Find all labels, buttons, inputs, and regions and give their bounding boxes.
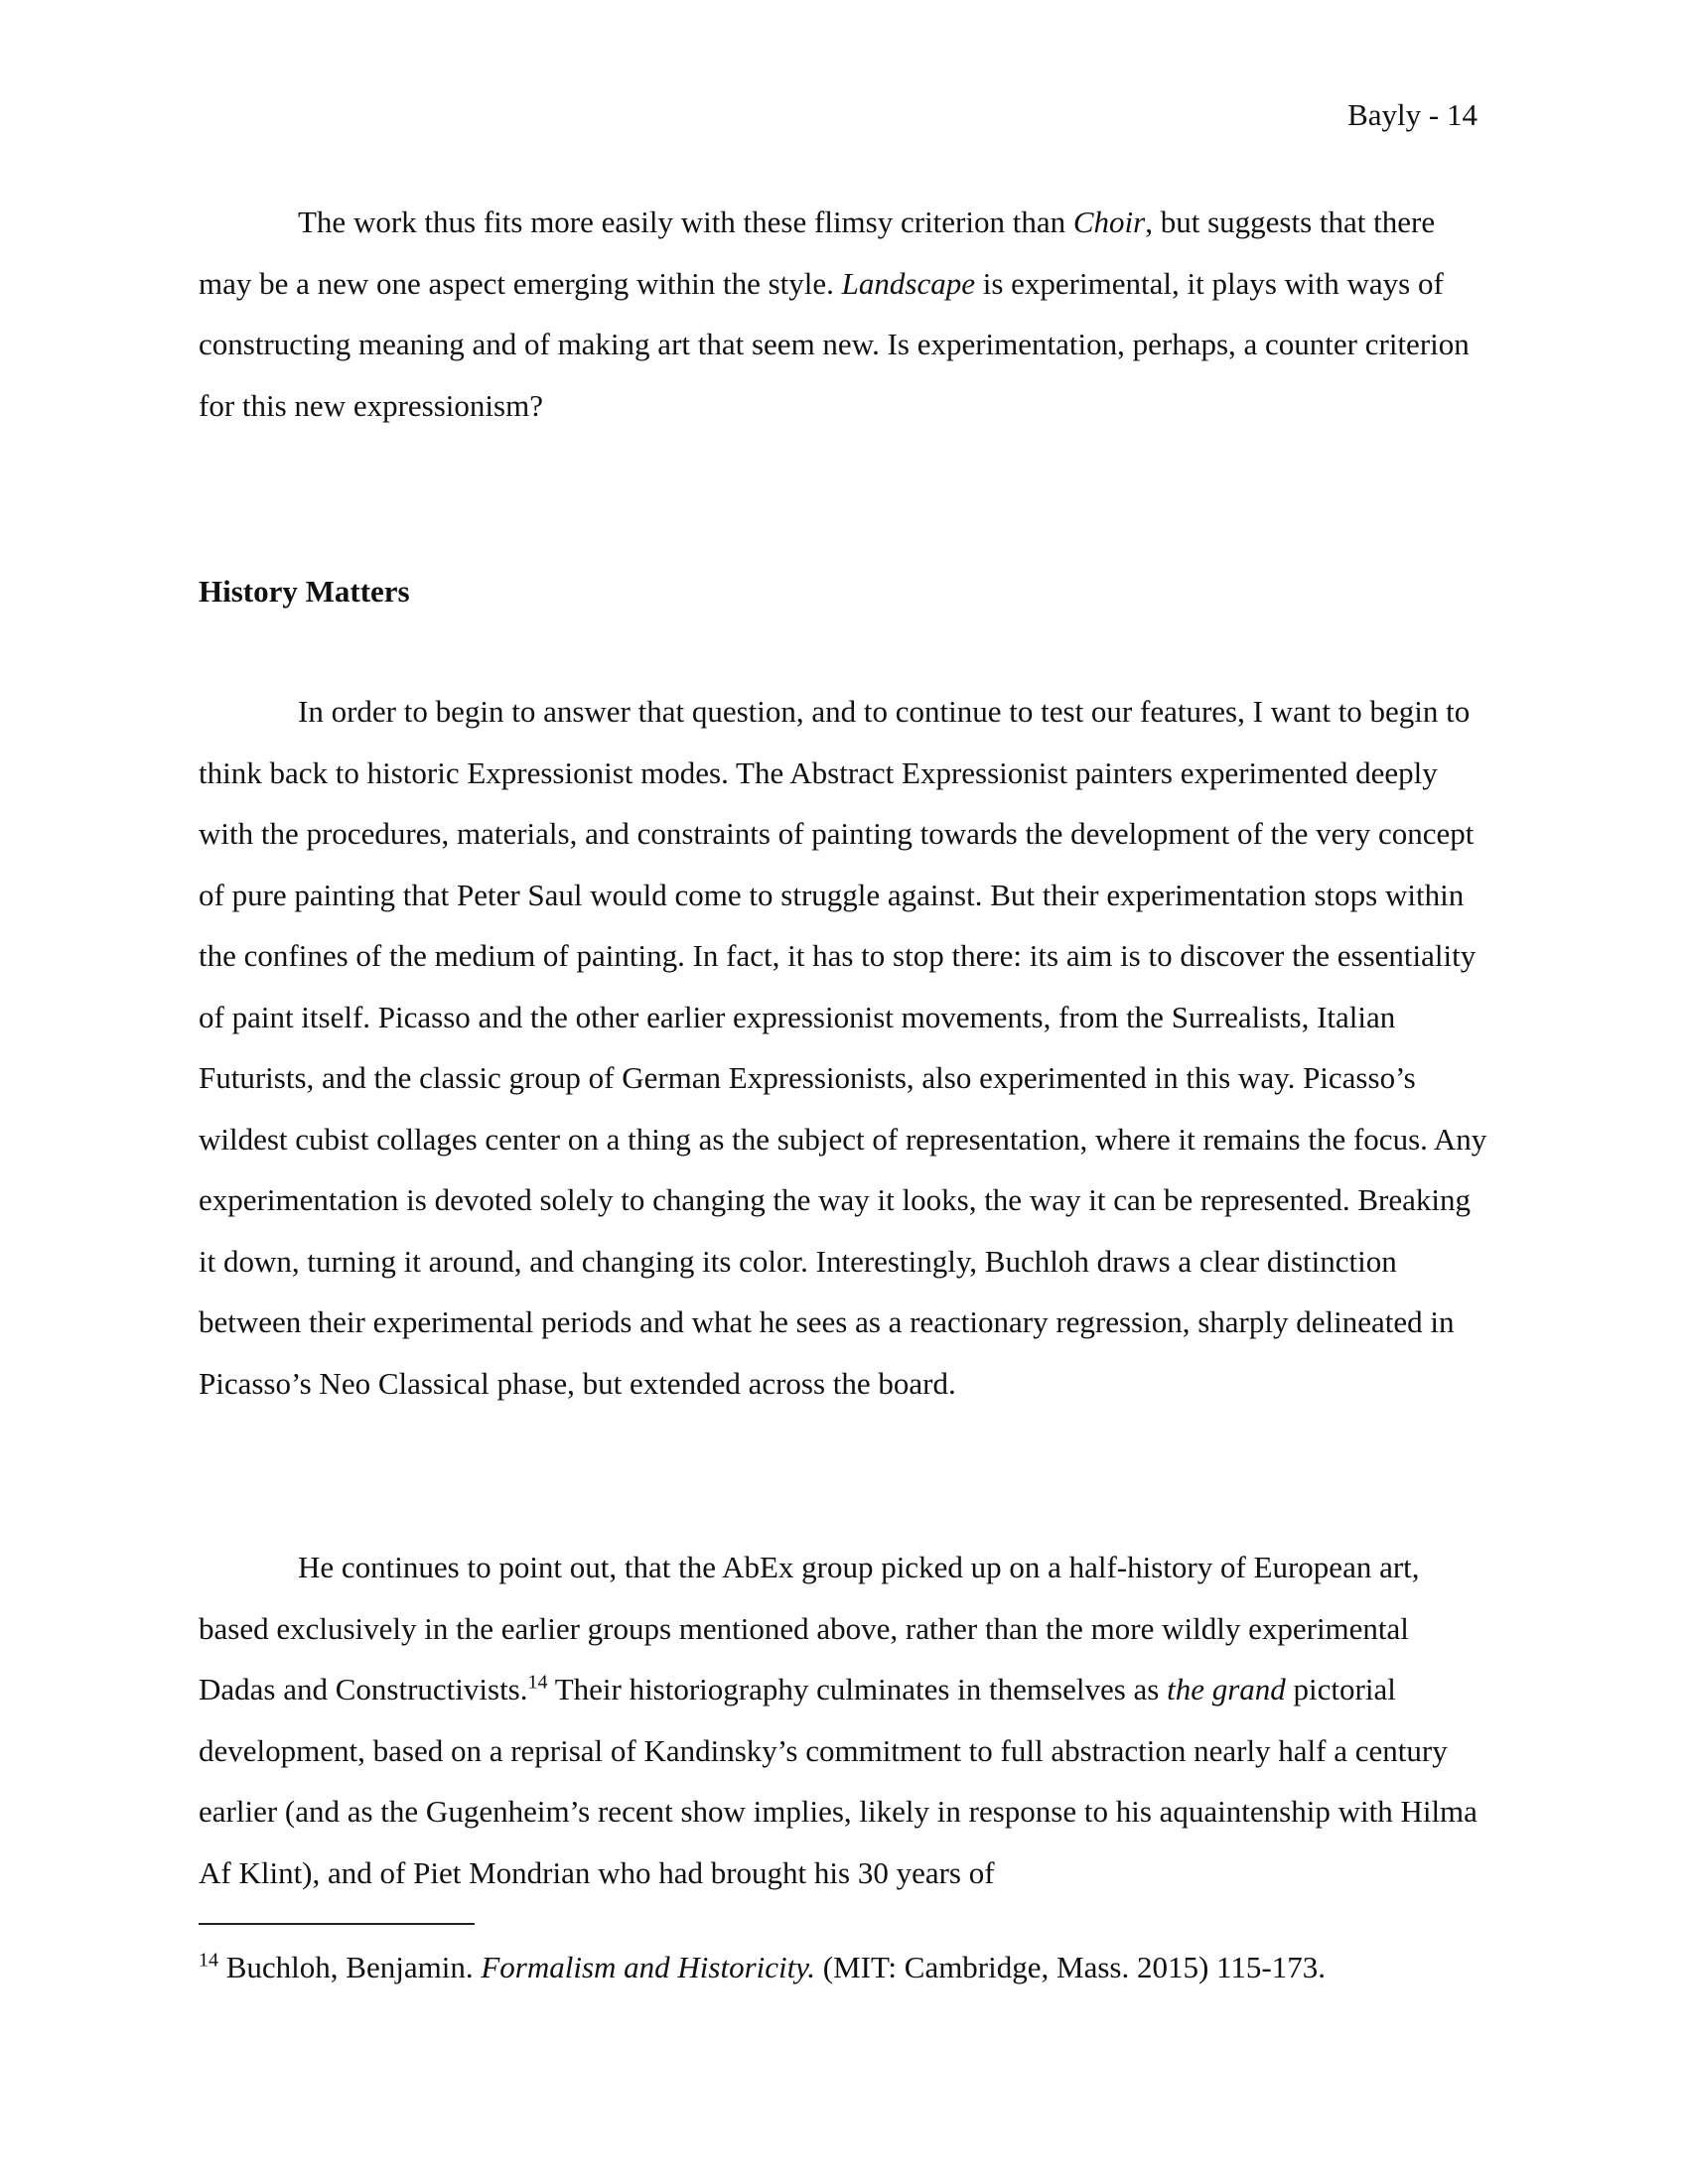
paragraph-text: is experimental, it plays with ways of constructing meaning and of making art that seem new. Is experimentation, perhaps, a counter criterion for this new expressionism? bbox=[199, 265, 1470, 423]
book-title: Formalism and Historicity. bbox=[481, 1950, 816, 1984]
artwork-title-choir: Choir bbox=[1072, 205, 1146, 239]
section-heading: History Matters bbox=[199, 574, 410, 609]
footnote-divider bbox=[199, 1923, 475, 1925]
paragraph-text: He continues to point out, that the AbEx group picked up on a half-history of European art, based exclusively in the earlier groups mentioned above, rather than the more wildly experimental Dadas and Constructivists. bbox=[199, 1550, 1420, 1706]
emphasis-the-grand: the grand bbox=[1167, 1672, 1286, 1706]
footnote-text: (MIT: Cambridge, Mass. 2015) 115-173. bbox=[815, 1950, 1326, 1984]
paragraph-text: , but suggests that there may be a new one aspect emerging within the style. bbox=[199, 205, 1436, 301]
footnote bbox=[199, 1948, 1489, 1987]
paragraph-history: In order to begin to answer that question, and to continue to test our features, I want to begin to think back to historic Expressionist modes. The Abstract Expressionist painters experimented deeply with the procedures, materials, and constraints of painting towards the development of the very concept of pure painting that Peter Saul would come to struggle against. But their experimentation stops within the confines of the medium of painting. In fact, it has to stop there: its aim is to discover the essentiality of paint itself. Picasso and the other earlier expressionist movements, from the Surrealists, Italian Futurists, and the classic group of German Expressionists, also experimented in this way. Picasso’s wildest cubist collages center on a thing as the subject of representation, where it remains the focus. Any experimentation is devoted solely to changing the way it looks, the way it can be represented. Breaking it down, turning it around, and changing its color. Interestingly, Buchloh draws a clear distinction between their experimental periods and what he sees as a reactionary regression, sharply delineated in Picasso’s Neo Classical phase, but extended across the board. bbox=[199, 694, 1487, 1401]
paragraph-text: The work thus fits more easily with these flimsy criterion than bbox=[298, 205, 1073, 239]
paragraph-abex bbox=[199, 1537, 1489, 1903]
footnote-text: Buchloh, Benjamin. bbox=[218, 1950, 482, 1984]
artwork-title-landscape: Landscape bbox=[841, 265, 975, 301]
footnote-number: 14 bbox=[199, 1949, 218, 1972]
paragraph-intro bbox=[199, 192, 1489, 436]
footnote-reference[interactable]: 14 bbox=[527, 1671, 548, 1694]
page-header: Bayly - 14 bbox=[1347, 97, 1477, 132]
paragraph-text: pictorial development, based on a reprisal of Kandinsky’s commitment to full abstraction nearly half a century earlier (and as the Gugenheim’s recent show implies, likely in response to his aquaintenship with Hilma Af Klint), and of Piet Mondrian who had brought his 30 years of bbox=[199, 1672, 1477, 1890]
paragraph-text: Their historiography culminates in themselves as bbox=[547, 1672, 1168, 1706]
